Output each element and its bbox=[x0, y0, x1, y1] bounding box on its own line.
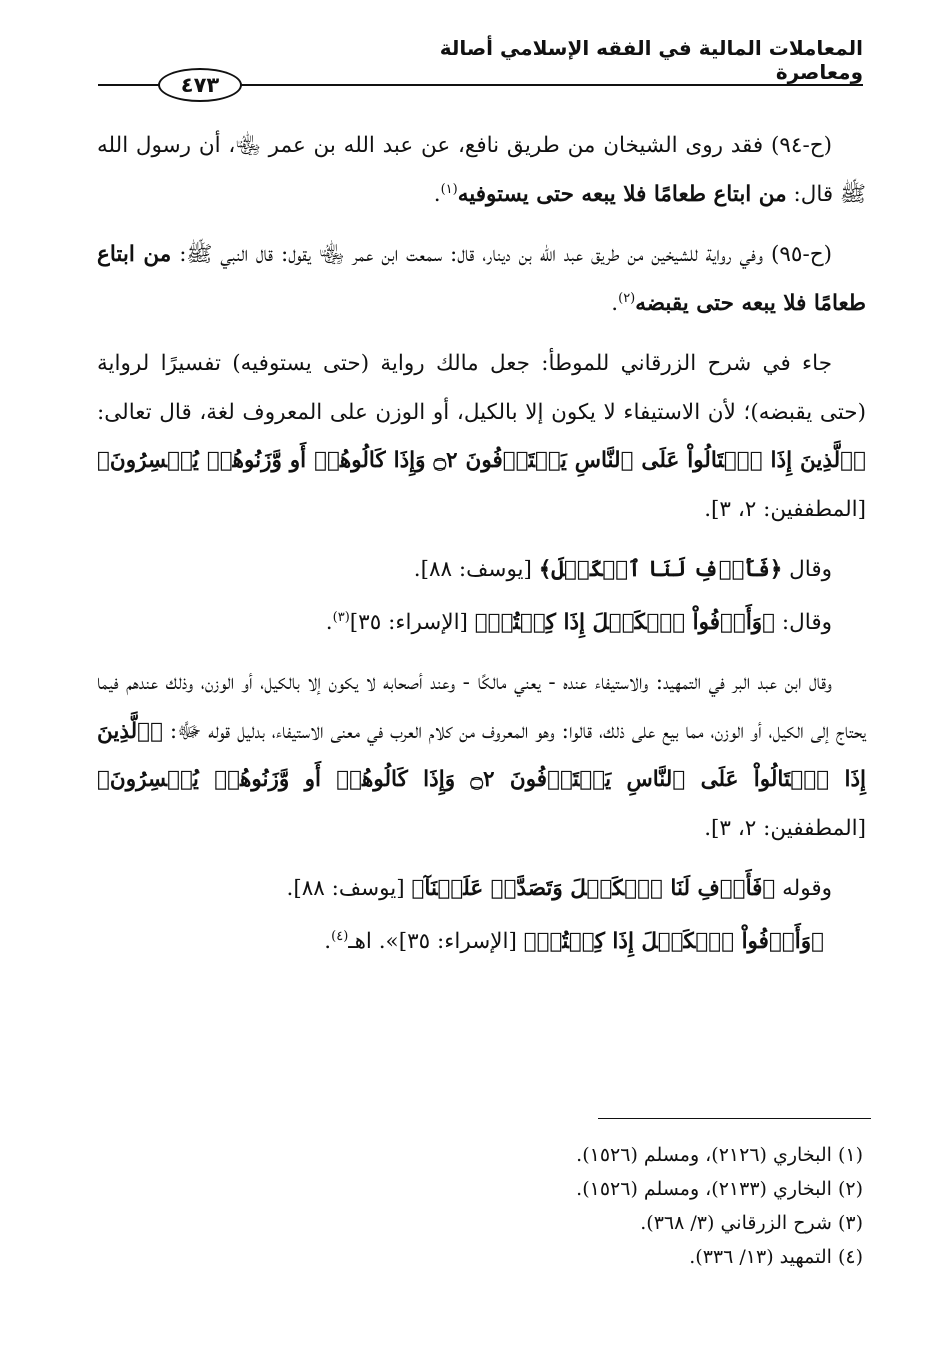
lead-text: وقوله bbox=[775, 876, 832, 901]
footnote-ref-2[interactable]: (٢) bbox=[618, 290, 636, 306]
footnote-rule bbox=[598, 1118, 871, 1119]
verse-citation: [الإسراء: ٣٥] bbox=[349, 609, 475, 635]
isra-end: . bbox=[325, 609, 333, 635]
hadith-94-matn: من ابتاع طعامًا فلا يبعه حتى يستوفيه bbox=[457, 181, 787, 207]
paragraph-ibn-abd-al-barr bbox=[97, 659, 866, 853]
isra-end: . bbox=[324, 928, 332, 954]
quran-verse-mutaffifin: ﴿ٱلَّذِينَ إِذَا ٱكۡتَالُواْ عَلَى ٱلنَّاسِ يَسۡتَوۡفُونَ ۝٢ وَإِذَا كَالُوهُمۡ أَو وَّزَنُوهُمۡ يُخۡسِرُونَ﴾ bbox=[97, 718, 866, 792]
hadith-94-text: (ح-٩٤) فقد روى الشيخان من طريق نافع، عن عبد الله بن عمر ﵄، أن رسول الله ﷺ قال: bbox=[97, 133, 866, 207]
footnote-2: (٢) البخاري (٢١٣٣)، ومسلم (١٥٢٦). bbox=[576, 1178, 863, 1200]
quran-verse-yusuf-full: ﴿فَأَوۡفِ لَنَا ٱلۡكَيۡلَ وَتَصَدَّقۡ عَلَيۡنَآ﴾ bbox=[411, 876, 776, 901]
paragraph-isra-verse-2 bbox=[97, 918, 866, 967]
tamhid-text: وقال ابن عبد البر في التمهيد: والاستيفاء عنده - يعني مالكًا - وعند أصحابه لا يكون إلا بالكيل، أو الوزن، وذلك عندهم فيما يحتاج إلى الكيل، أو الوزن، مما بيع على ذلك، قالوا: وهو المعروف من كلام العرب في معنى الاستيفاء، بدليل قوله ﷻ: bbox=[97, 670, 866, 744]
verse-citation: [يوسف: ٨٨]. bbox=[413, 557, 539, 582]
paragraph-zurqani bbox=[97, 340, 866, 534]
paragraph-hadith-94 bbox=[97, 122, 866, 219]
footnote-3: (٣) شرح الزرقاني (٣/ ٣٦٨). bbox=[640, 1212, 863, 1234]
quran-verse-isra: ﴿وَأَوۡفُواْ ٱلۡكَيۡلَ إِذَا كِلۡتُمۡ﴾ bbox=[474, 609, 776, 635]
paragraph-isra-verse bbox=[97, 599, 866, 648]
footnote-ref-1[interactable]: (١) bbox=[440, 181, 458, 197]
main-text bbox=[97, 122, 866, 978]
verse-citation: [المطففين: ٢، ٣]. bbox=[704, 815, 866, 841]
footnotes bbox=[303, 1138, 863, 1274]
paragraph-yusuf-verse-2 bbox=[97, 865, 866, 914]
hadith-95-matn: من ابتاع طعامًا فلا يبعه حتى يقبضه bbox=[97, 242, 866, 316]
footnote-ref-4[interactable]: (٤) bbox=[331, 928, 349, 944]
footnote-4: (٤) التمهيد (١٣/ ٣٣٦). bbox=[689, 1246, 863, 1268]
quran-verse-mutaffifin: ﴿ٱلَّذِينَ إِذَا ٱكۡتَالُواْ عَلَى ٱلنَّاسِ يَسۡتَوۡفُونَ ۝٢ وَإِذَا كَالُوهُمۡ أَو وَّزَنُوهُمۡ يُخۡسِرُونَ﴾ bbox=[97, 448, 866, 473]
quran-verse-yusuf: ﴿فَأَوۡفِ لَنَا ٱلۡكَيۡلَ﴾ bbox=[538, 557, 783, 582]
paragraph-yusuf-verse bbox=[97, 546, 866, 595]
lead-text: وقال bbox=[782, 557, 832, 582]
running-head: المعاملات المالية في الفقه الإسلامي أصالة ومعاصرة bbox=[439, 36, 863, 84]
footnote-ref-3[interactable]: (٣) bbox=[332, 609, 350, 625]
verse-citation: [المطففين: ٢، ٣]. bbox=[704, 496, 866, 522]
footnote-1: (١) البخاري (٢١٢٦)، ومسلم (١٥٢٦). bbox=[576, 1144, 863, 1166]
hadith-95-end: . bbox=[611, 290, 619, 316]
verse-citation: [يوسف: ٨٨]. bbox=[286, 876, 412, 901]
paragraph-hadith-95 bbox=[97, 231, 866, 328]
page-number: ٤٧٣ bbox=[158, 68, 242, 102]
verse-citation: [الإسراء: ٣٥]». اهـ bbox=[348, 928, 524, 954]
quran-verse-isra: ﴿وَأَوۡفُواْ ٱلۡكَيۡلَ إِذَا كِلۡتُمۡ﴾ bbox=[523, 928, 824, 954]
hadith-94-end: . bbox=[433, 181, 441, 207]
hadith-95-text: (ح-٩٥) وفي رواية للشيخين من طريق عبد الله بن دينار، قال: سمعت ابن عمر ﵄ يقول: قال النبي ﷺ: bbox=[171, 242, 832, 267]
lead-text: وقال: bbox=[775, 609, 832, 635]
zurqani-text: جاء في شرح الزرقاني للموطأ: جعل مالك رواية (حتى يستوفيه) تفسيرًا لرواية (حتى يقبضه)؛ لأن الاستيفاء لا يكون إلا بالكيل، أو الوزن على المعروف لغة، قال تعالى: bbox=[97, 351, 866, 425]
